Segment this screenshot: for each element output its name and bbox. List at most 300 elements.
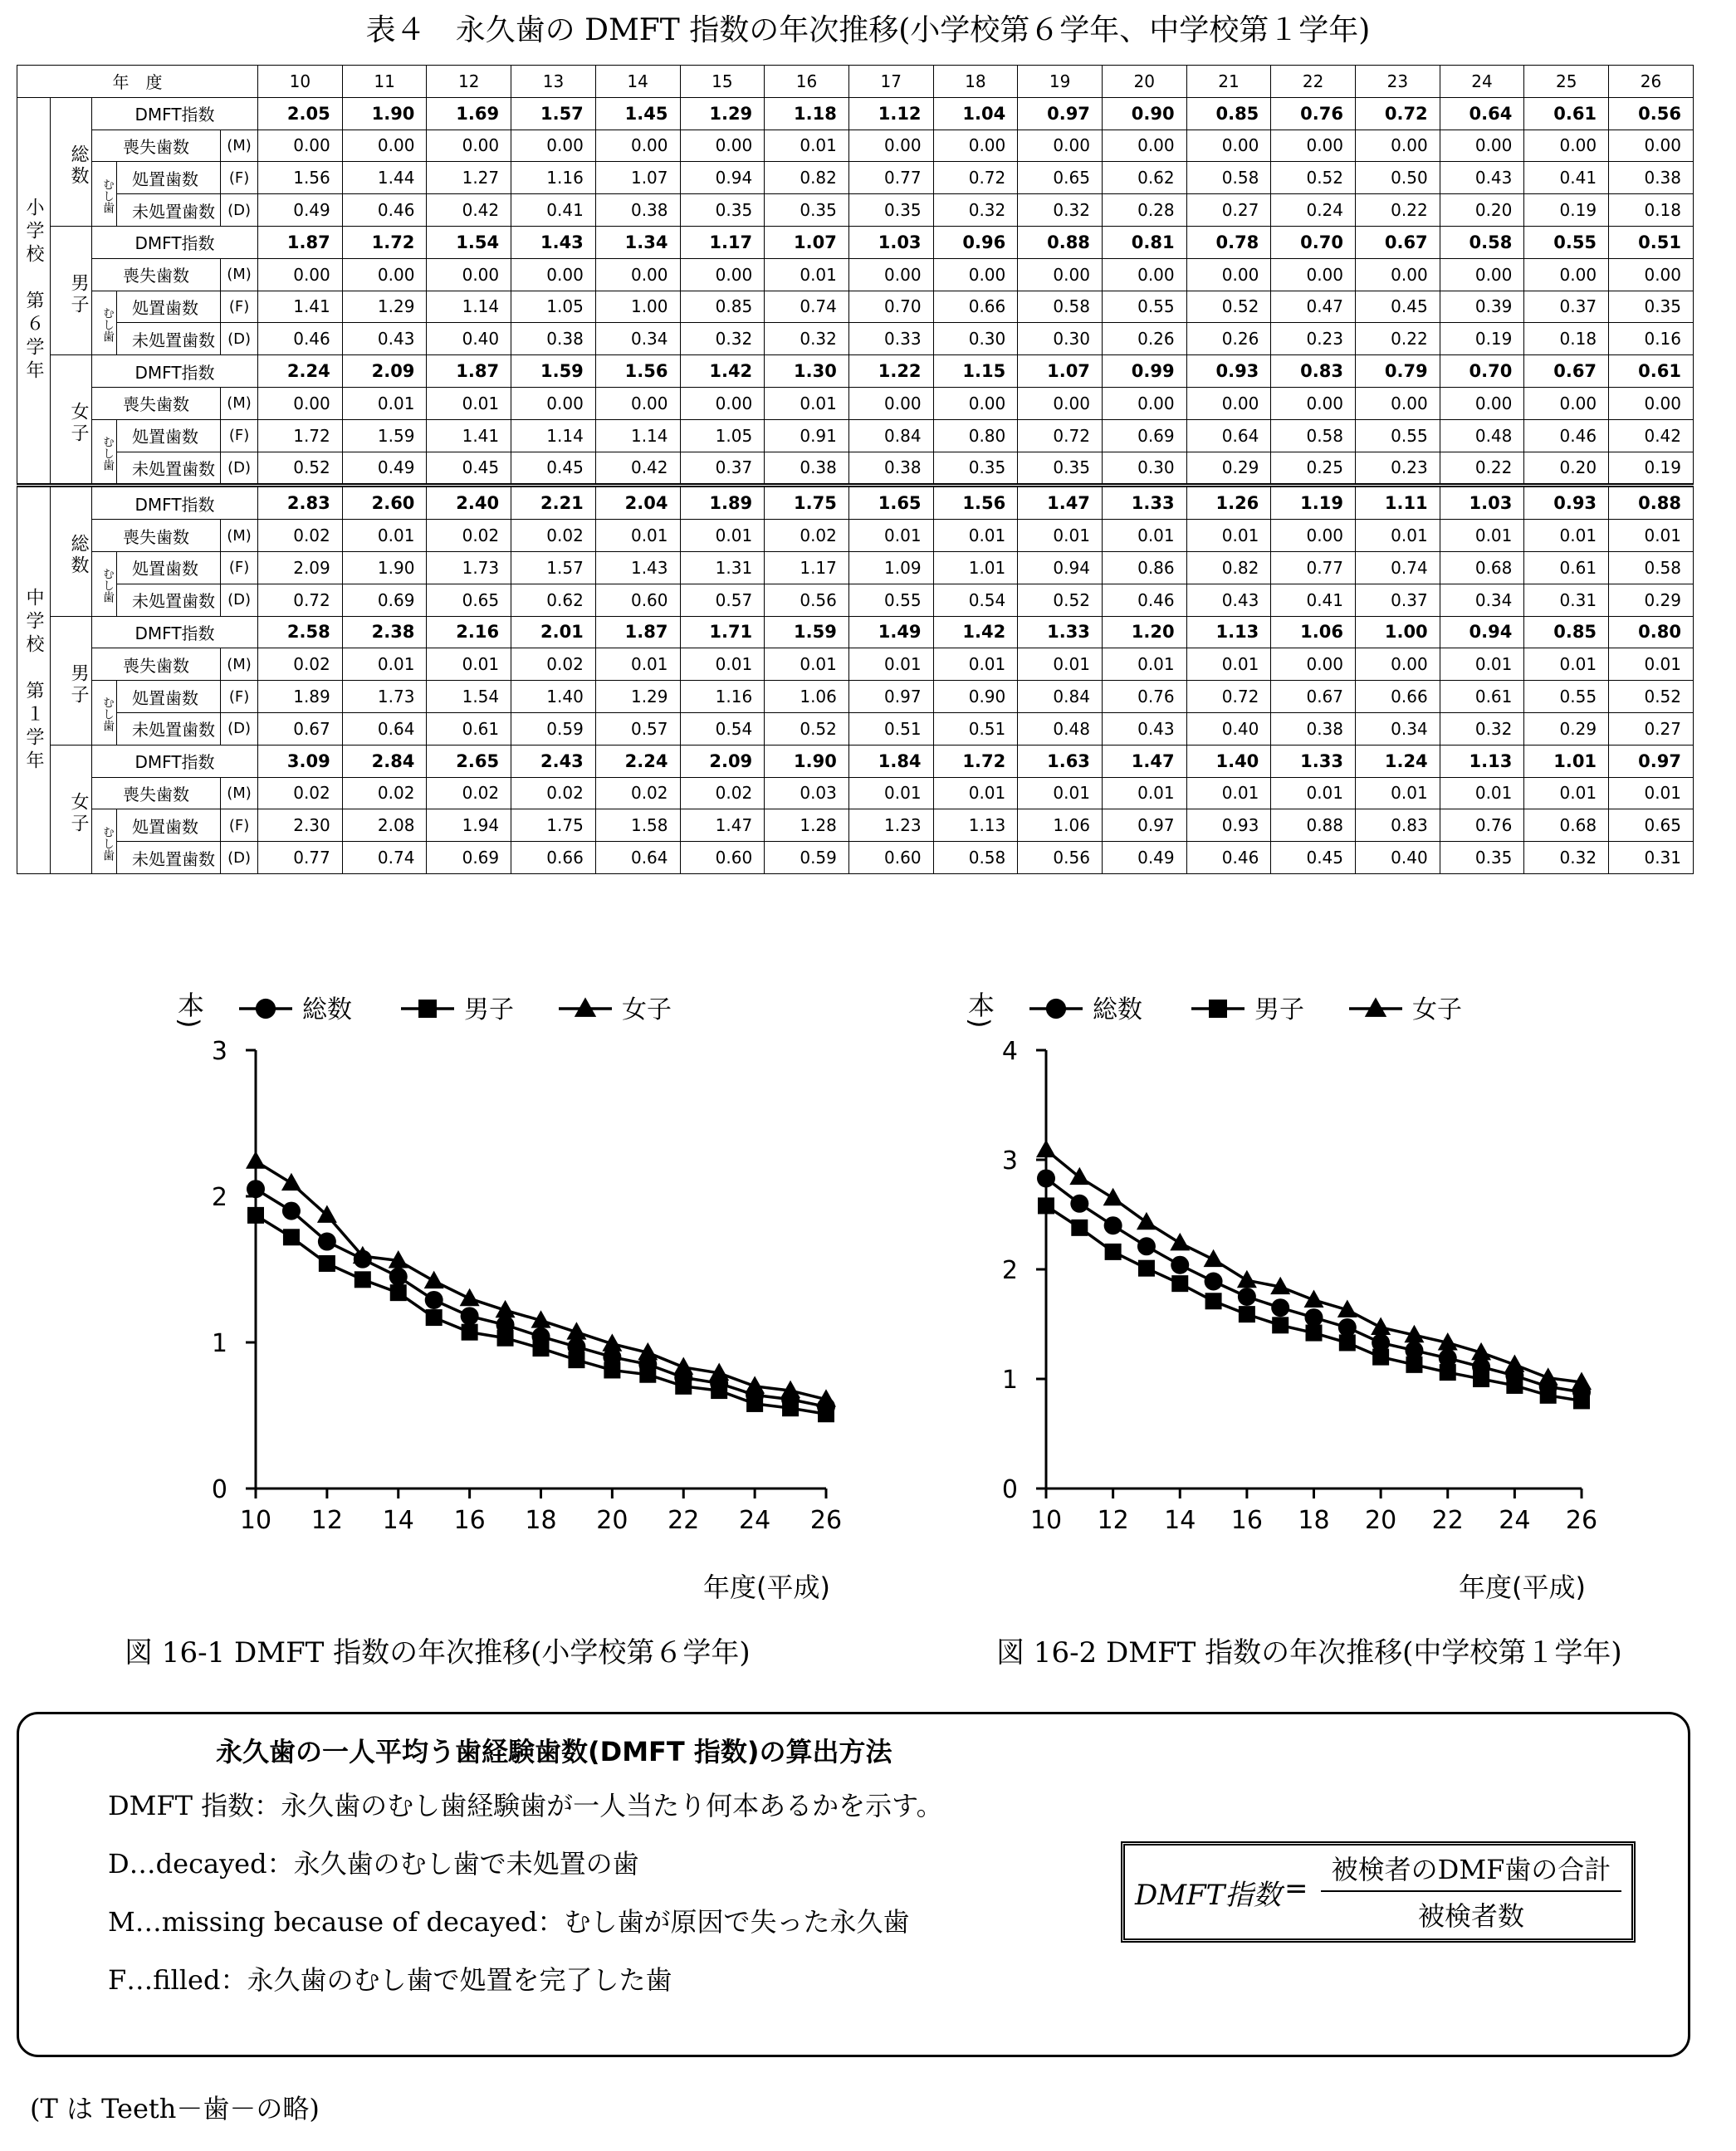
table-cell: 0.88 — [1609, 486, 1694, 520]
table-cell: 0.76 — [1440, 809, 1524, 842]
table-cell: 0.30 — [933, 323, 1018, 355]
table-cell: 0.90 — [933, 681, 1018, 713]
row-code: (D) — [221, 842, 258, 874]
table-row — [17, 648, 1694, 681]
row-label: DMFT指数 — [92, 616, 258, 648]
table-cell: 0.00 — [1271, 387, 1356, 419]
caption-chart-1: 図 16-1 DMFT 指数の年次推移(小学校第６学年) — [125, 1636, 751, 1669]
table-cell: 0.80 — [1609, 616, 1694, 648]
table-row — [17, 130, 1694, 162]
table-cell: 0.70 — [848, 291, 933, 323]
table-cell: 0.56 — [1018, 842, 1103, 874]
table-cell: 0.45 — [1271, 842, 1356, 874]
year-column-header: 11 — [342, 66, 427, 98]
table-cell: 0.51 — [848, 712, 933, 745]
table-cell: 1.17 — [680, 226, 765, 258]
table-cell: 0.54 — [933, 584, 1018, 616]
dmft-table — [17, 65, 1694, 874]
table-cell: 2.21 — [511, 486, 596, 520]
table-cell: 1.87 — [595, 616, 680, 648]
section-label: 総数 — [51, 486, 92, 616]
table-cell: 0.01 — [1356, 520, 1440, 552]
table-cell: 0.61 — [427, 712, 511, 745]
table-cell: 0.01 — [1018, 648, 1103, 681]
table-cell: 0.19 — [1609, 452, 1694, 486]
table-cell: 0.31 — [1524, 584, 1609, 616]
section-label: 男子 — [51, 616, 92, 745]
data-point-square — [568, 1352, 584, 1368]
table-cell: 0.00 — [1609, 387, 1694, 419]
table-cell: 0.01 — [933, 520, 1018, 552]
table-cell: 0.59 — [511, 712, 596, 745]
table-cell: 0.33 — [848, 323, 933, 355]
data-point-square — [1272, 1317, 1289, 1333]
table-cell: 1.16 — [511, 162, 596, 194]
mushiba-label: むし歯 — [92, 809, 117, 874]
table-cell: 0.42 — [1609, 419, 1694, 452]
table-cell: 0.43 — [1186, 584, 1271, 616]
table-cell: 2.60 — [342, 486, 427, 520]
table-row — [17, 258, 1694, 291]
table-cell: 0.03 — [765, 777, 849, 809]
table-cell: 0.30 — [1018, 323, 1103, 355]
table-cell: 0.00 — [427, 258, 511, 291]
data-point-circle — [282, 1202, 301, 1220]
table-cell: 1.33 — [1018, 616, 1103, 648]
table-row — [17, 226, 1694, 258]
table-cell: 1.27 — [427, 162, 511, 194]
table-cell: 0.00 — [511, 258, 596, 291]
table-cell: 0.46 — [1186, 842, 1271, 874]
table-cell: 0.37 — [1524, 291, 1609, 323]
table-cell: 1.73 — [342, 681, 427, 713]
group-label: 小学校 第６学年 — [17, 97, 51, 486]
data-point-square — [426, 1309, 443, 1326]
row-label: 未処置歯数 — [117, 842, 221, 874]
table-cell: 0.72 — [1186, 681, 1271, 713]
data-point-circle — [1037, 1169, 1055, 1187]
legend-marker-square — [418, 1000, 437, 1018]
table-cell: 0.01 — [765, 258, 849, 291]
data-point-circle — [1338, 1318, 1357, 1337]
table-cell: 0.41 — [1271, 584, 1356, 616]
table-cell: 0.83 — [1356, 809, 1440, 842]
series-line-triangle — [1046, 1150, 1582, 1382]
table-cell: 0.01 — [342, 648, 427, 681]
table-cell: 0.02 — [427, 520, 511, 552]
table-cell: 0.58 — [1609, 551, 1694, 584]
table-row — [17, 419, 1694, 452]
table-cell: 0.02 — [258, 648, 343, 681]
data-point-square — [1105, 1244, 1122, 1260]
table-cell: 1.69 — [427, 97, 511, 130]
table-cell: 2.84 — [342, 745, 427, 777]
table-cell: 0.61 — [1524, 551, 1609, 584]
data-point-square — [1038, 1197, 1054, 1214]
table-cell: 0.34 — [1440, 584, 1524, 616]
table-cell: 0.23 — [1271, 323, 1356, 355]
series-line-triangle — [256, 1161, 826, 1400]
table-cell: 1.90 — [342, 551, 427, 584]
mushiba-label: むし歯 — [92, 681, 117, 746]
row-code: (M) — [221, 130, 258, 162]
table-cell: 0.00 — [1186, 387, 1271, 419]
table-cell: 0.01 — [1186, 520, 1271, 552]
table-cell: 0.29 — [1609, 584, 1694, 616]
table-cell: 0.01 — [1524, 777, 1609, 809]
x-tick-label: 26 — [809, 1506, 843, 1535]
table-cell: 0.01 — [848, 648, 933, 681]
table-cell: 0.00 — [1102, 130, 1186, 162]
table-cell: 1.65 — [848, 486, 933, 520]
data-point-square — [319, 1255, 335, 1272]
row-code: (M) — [221, 777, 258, 809]
year-column-header: 13 — [511, 66, 596, 98]
table-cell: 1.04 — [933, 97, 1018, 130]
data-point-circle — [1104, 1216, 1122, 1234]
x-tick-label: 18 — [525, 1506, 557, 1535]
table-cell: 0.69 — [342, 584, 427, 616]
table-cell: 0.00 — [258, 387, 343, 419]
row-code: (D) — [221, 712, 258, 745]
table-cell: 1.84 — [848, 745, 933, 777]
table-cell: 0.00 — [427, 130, 511, 162]
table-cell: 1.56 — [933, 486, 1018, 520]
table-cell: 1.75 — [511, 809, 596, 842]
table-cell: 0.56 — [1609, 97, 1694, 130]
legend-label: 男子 — [1254, 995, 1304, 1024]
table-cell: 0.18 — [1609, 194, 1694, 227]
table-cell: 1.23 — [848, 809, 933, 842]
table-cell: 1.06 — [1271, 616, 1356, 648]
table-cell: 0.02 — [680, 777, 765, 809]
table-cell: 0.00 — [848, 258, 933, 291]
row-code: (F) — [221, 419, 258, 452]
year-column-header: 25 — [1524, 66, 1609, 98]
table-cell: 2.65 — [427, 745, 511, 777]
table-cell: 0.74 — [765, 291, 849, 323]
table-cell: 0.00 — [1271, 258, 1356, 291]
table-cell: 1.72 — [258, 419, 343, 452]
year-column-header: 18 — [933, 66, 1018, 98]
data-point-circle — [1205, 1273, 1223, 1291]
formula-denominator: 被検者数 — [1417, 1900, 1524, 1932]
table-cell: 0.58 — [1271, 419, 1356, 452]
table-cell: 0.76 — [1271, 97, 1356, 130]
table-cell: 0.02 — [511, 777, 596, 809]
table-cell: 0.38 — [765, 452, 849, 486]
table-cell: 0.01 — [848, 520, 933, 552]
table-cell: 0.01 — [1102, 777, 1186, 809]
table-cell: 1.29 — [595, 681, 680, 713]
series-line-circle — [256, 1189, 826, 1406]
table-cell: 1.43 — [595, 551, 680, 584]
table-cell: 1.06 — [765, 681, 849, 713]
table-cell: 0.82 — [765, 162, 849, 194]
row-code: (M) — [221, 520, 258, 552]
table-cell: 1.59 — [342, 419, 427, 452]
table-cell: 2.16 — [427, 616, 511, 648]
x-tick-label: 10 — [239, 1506, 272, 1535]
table-cell: 1.90 — [765, 745, 849, 777]
table-cell: 1.15 — [933, 355, 1018, 388]
table-cell: 0.00 — [1609, 130, 1694, 162]
table-cell: 0.01 — [1609, 520, 1694, 552]
table-cell: 0.00 — [511, 387, 596, 419]
row-label: 喪失歯数 — [92, 258, 221, 291]
row-label: 未処置歯数 — [117, 584, 221, 616]
table-cell: 0.35 — [1440, 842, 1524, 874]
table-cell: 0.01 — [342, 387, 427, 419]
x-tick-label: 20 — [596, 1506, 628, 1535]
table-cell: 0.70 — [1271, 226, 1356, 258]
table-cell: 0.41 — [1524, 162, 1609, 194]
table-cell: 1.24 — [1356, 745, 1440, 777]
row-label: 処置歯数 — [117, 551, 221, 584]
x-tick-label: 26 — [1565, 1506, 1598, 1535]
table-cell: 0.00 — [1356, 648, 1440, 681]
table-cell: 0.94 — [1018, 551, 1103, 584]
table-cell: 0.01 — [1186, 777, 1271, 809]
table-cell: 0.56 — [765, 584, 849, 616]
year-column-header: 21 — [1186, 66, 1271, 98]
data-point-triangle — [1170, 1233, 1190, 1250]
table-cell: 1.06 — [1018, 809, 1103, 842]
row-code: (F) — [221, 162, 258, 194]
row-label: 喪失歯数 — [92, 520, 221, 552]
table-cell: 0.35 — [933, 452, 1018, 486]
table-cell: 0.83 — [1271, 355, 1356, 388]
row-label: 処置歯数 — [117, 809, 221, 842]
table-cell: 0.61 — [1609, 355, 1694, 388]
table-cell: 0.90 — [1102, 97, 1186, 130]
chart-junior-high — [917, 992, 1665, 1606]
group-label: 中学校 第１学年 — [17, 486, 51, 874]
table-cell: 0.60 — [595, 584, 680, 616]
chart-svg — [125, 992, 855, 1606]
data-point-triangle — [1036, 1140, 1056, 1157]
table-cell: 0.35 — [765, 194, 849, 227]
table-cell: 0.00 — [848, 130, 933, 162]
table-cell: 2.30 — [258, 809, 343, 842]
table-cell: 1.09 — [848, 551, 933, 584]
table-cell: 0.00 — [848, 387, 933, 419]
x-tick-label: 16 — [1230, 1506, 1263, 1535]
table-cell: 0.52 — [258, 452, 343, 486]
table-cell: 0.77 — [848, 162, 933, 194]
row-label: 未処置歯数 — [117, 323, 221, 355]
table-cell: 0.69 — [1102, 419, 1186, 452]
table-cell: 0.77 — [1271, 551, 1356, 584]
table-cell: 0.02 — [427, 777, 511, 809]
table-cell: 0.00 — [595, 258, 680, 291]
table-cell: 0.58 — [1440, 226, 1524, 258]
table-cell: 1.07 — [765, 226, 849, 258]
table-row — [17, 777, 1694, 809]
data-point-triangle — [460, 1288, 480, 1306]
table-cell: 0.00 — [511, 130, 596, 162]
data-point-square — [247, 1207, 264, 1224]
table-cell: 0.01 — [595, 648, 680, 681]
table-cell: 1.40 — [511, 681, 596, 713]
x-tick-label: 12 — [311, 1506, 343, 1535]
table-cell: 0.02 — [342, 777, 427, 809]
table-cell: 0.00 — [933, 387, 1018, 419]
data-point-circle — [1137, 1237, 1156, 1255]
row-label: 処置歯数 — [117, 291, 221, 323]
table-cell: 0.48 — [1440, 419, 1524, 452]
table-cell: 1.47 — [1102, 745, 1186, 777]
x-axis-label: 年度(平成) — [703, 1572, 830, 1603]
row-code: (F) — [221, 551, 258, 584]
x-tick-label: 12 — [1097, 1506, 1129, 1535]
table-cell: 0.00 — [1609, 258, 1694, 291]
year-column-header: 16 — [765, 66, 849, 98]
table-cell: 0.58 — [1018, 291, 1103, 323]
table-cell: 1.13 — [1440, 745, 1524, 777]
table-cell: 0.00 — [680, 130, 765, 162]
table-cell: 1.29 — [680, 97, 765, 130]
table-cell: 0.67 — [1524, 355, 1609, 388]
table-row — [17, 551, 1694, 584]
data-point-square — [1239, 1306, 1255, 1322]
table-cell: 1.01 — [1524, 745, 1609, 777]
table-cell: 0.62 — [1102, 162, 1186, 194]
data-point-square — [711, 1382, 727, 1399]
definition-filled: F…filled：永久歯のむし歯で処置を完了した歯 — [108, 1964, 672, 1996]
table-cell: 0.00 — [1102, 387, 1186, 419]
table-cell: 0.96 — [933, 226, 1018, 258]
data-point-square — [283, 1229, 300, 1245]
y-tick-label: 4 — [1001, 1037, 1018, 1066]
row-label: DMFT指数 — [92, 355, 258, 388]
x-tick-label: 24 — [1499, 1506, 1531, 1535]
table-cell: 0.30 — [1102, 452, 1186, 486]
table-cell: 0.84 — [848, 419, 933, 452]
table-cell: 1.03 — [1440, 486, 1524, 520]
y-tick-label: 3 — [211, 1037, 227, 1066]
table-cell: 0.01 — [427, 648, 511, 681]
table-cell: 0.22 — [1356, 323, 1440, 355]
table-cell: 0.01 — [1440, 648, 1524, 681]
table-row — [17, 355, 1694, 388]
table-cell: 0.72 — [258, 584, 343, 616]
table-cell: 0.60 — [680, 842, 765, 874]
table-cell: 1.45 — [595, 97, 680, 130]
table-cell: 0.88 — [1271, 809, 1356, 842]
data-point-square — [782, 1400, 799, 1416]
table-cell: 0.00 — [1102, 258, 1186, 291]
table-cell: 0.37 — [680, 452, 765, 486]
data-point-square — [675, 1378, 692, 1395]
table-cell: 0.38 — [1271, 712, 1356, 745]
table-cell: 0.01 — [933, 777, 1018, 809]
table-cell: 0.37 — [1356, 584, 1440, 616]
row-label: DMFT指数 — [92, 486, 258, 520]
table-cell: 1.72 — [933, 745, 1018, 777]
table-cell: 1.59 — [511, 355, 596, 388]
table-cell: 0.22 — [1356, 194, 1440, 227]
row-label: 処置歯数 — [117, 162, 221, 194]
table-row — [17, 194, 1694, 227]
row-code: (M) — [221, 648, 258, 681]
table-cell: 1.54 — [427, 226, 511, 258]
data-point-triangle — [246, 1151, 266, 1168]
table-cell: 0.55 — [1102, 291, 1186, 323]
data-point-triangle — [424, 1271, 444, 1288]
table-cell: 1.49 — [848, 616, 933, 648]
table-cell: 0.65 — [427, 584, 511, 616]
data-point-circle — [389, 1268, 408, 1286]
table-cell: 0.40 — [1186, 712, 1271, 745]
table-cell: 0.78 — [1186, 226, 1271, 258]
table-cell: 2.09 — [680, 745, 765, 777]
table-cell: 1.57 — [511, 97, 596, 130]
table-cell: 1.14 — [511, 419, 596, 452]
y-tick-label: 0 — [211, 1475, 227, 1504]
year-column-header: 20 — [1102, 66, 1186, 98]
table-cell: 0.49 — [342, 452, 427, 486]
table-cell: 2.04 — [595, 486, 680, 520]
data-point-circle — [1238, 1288, 1256, 1306]
table-cell: 0.01 — [765, 387, 849, 419]
table-cell: 0.97 — [848, 681, 933, 713]
table-cell: 0.61 — [1440, 681, 1524, 713]
table-cell: 0.00 — [1018, 258, 1103, 291]
data-point-square — [355, 1271, 371, 1288]
table-cell: 0.46 — [1524, 419, 1609, 452]
table-cell: 0.02 — [511, 520, 596, 552]
data-point-circle — [1070, 1195, 1088, 1213]
table-cell: 3.09 — [258, 745, 343, 777]
table-cell: 0.55 — [848, 584, 933, 616]
data-point-circle — [1171, 1256, 1189, 1274]
table-cell: 1.16 — [680, 681, 765, 713]
table-cell: 0.00 — [595, 130, 680, 162]
table-cell: 0.01 — [848, 777, 933, 809]
table-cell: 0.40 — [1356, 842, 1440, 874]
caption-chart-2: 図 16-2 DMFT 指数の年次推移(中学校第１学年) — [996, 1636, 1622, 1669]
data-point-square — [1473, 1371, 1489, 1387]
formula-equals: = — [1284, 1872, 1308, 1905]
table-cell: 0.64 — [1186, 419, 1271, 452]
table-cell: 2.09 — [258, 551, 343, 584]
formula-lhs: DMFT指数 — [1135, 1879, 1282, 1912]
table-cell: 0.26 — [1186, 323, 1271, 355]
data-point-square — [1540, 1387, 1557, 1404]
table-cell: 1.26 — [1186, 486, 1271, 520]
legend-marker-circle — [1046, 999, 1066, 1019]
data-point-triangle — [1204, 1249, 1224, 1267]
table-cell: 0.29 — [1524, 712, 1609, 745]
table-cell: 0.68 — [1440, 551, 1524, 584]
table-cell: 0.45 — [427, 452, 511, 486]
table-cell: 1.42 — [933, 616, 1018, 648]
table-row — [17, 387, 1694, 419]
table-cell: 1.89 — [258, 681, 343, 713]
table-cell: 0.52 — [1609, 681, 1694, 713]
table-row — [17, 809, 1694, 842]
table-cell: 0.49 — [1102, 842, 1186, 874]
row-code: (F) — [221, 291, 258, 323]
table-cell: 0.00 — [680, 387, 765, 419]
table-cell: 1.73 — [427, 551, 511, 584]
table-row — [17, 452, 1694, 486]
table-cell: 0.00 — [1186, 258, 1271, 291]
table-cell: 0.00 — [258, 130, 343, 162]
table-cell: 0.28 — [1102, 194, 1186, 227]
table-row — [17, 584, 1694, 616]
